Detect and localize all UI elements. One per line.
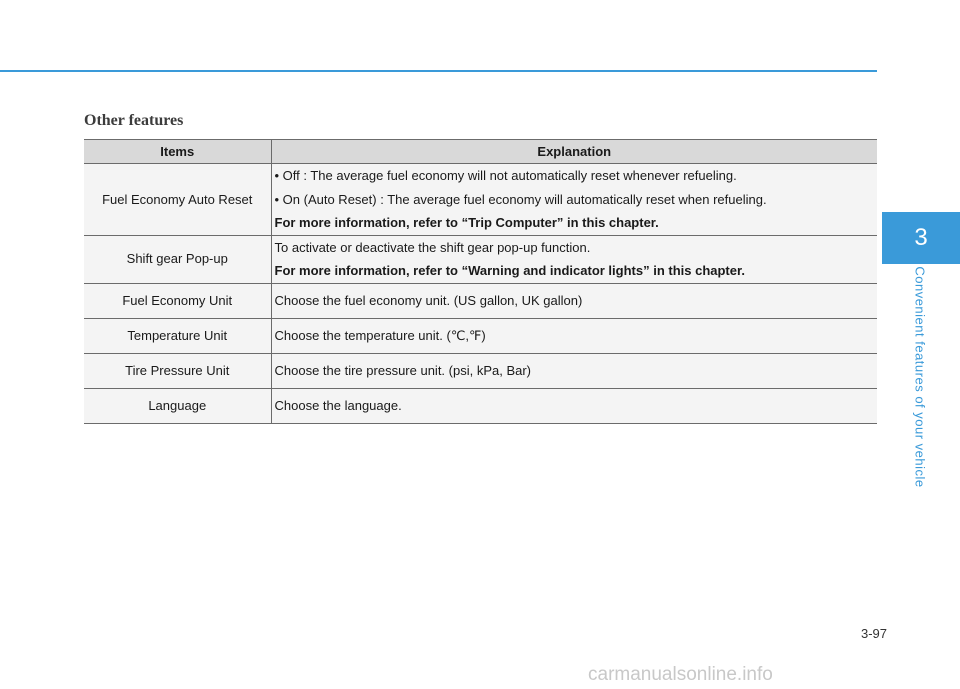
- header-explanation: Explanation: [271, 140, 877, 164]
- page-number: 3-97: [860, 626, 887, 641]
- explanation-cell: [271, 388, 877, 423]
- explanation-cell: [271, 235, 877, 283]
- item-cell: Language: [84, 388, 271, 423]
- top-rule: [0, 70, 877, 72]
- chapter-caption: Convenient features of your vehicle: [912, 266, 928, 488]
- section-title: Other features: [84, 112, 184, 129]
- explanation-cell: [271, 164, 877, 236]
- table-row: [84, 235, 877, 283]
- features-table: [84, 139, 877, 424]
- explanation-line: Choose the language.: [274, 397, 402, 413]
- explanation-line: Choose the tire pressure unit. (psi, kPa, Bar): [274, 362, 532, 378]
- table-row: [84, 283, 877, 318]
- reference-note: For more information, refer to “Warning and indicator lights” in this chapter.: [274, 263, 745, 279]
- explanation-cell: [271, 318, 877, 353]
- explanation-line: Choose the fuel economy unit. (US gallon, UK gallon): [274, 292, 583, 308]
- header-items: Items: [84, 140, 271, 164]
- explanation-line: • On (Auto Reset) : The average fuel economy will automatically reset when refueling.: [274, 191, 767, 207]
- table-row: [84, 318, 877, 353]
- item-cell: Shift gear Pop-up: [84, 235, 271, 283]
- item-cell: Tire Pressure Unit: [84, 353, 271, 388]
- explanation-line: To activate or deactivate the shift gear pop-up function.: [274, 239, 591, 255]
- table-header-row: [84, 140, 877, 164]
- table-row: [84, 164, 877, 236]
- explanation-line: • Off : The average fuel economy will not automatically reset whenever refueling.: [274, 168, 737, 183]
- explanation-line: Choose the temperature unit. (℃,℉): [274, 327, 486, 343]
- chapter-tab: 3: [882, 212, 960, 264]
- explanation-cell: [271, 283, 877, 318]
- watermark: carmanualsonline.info: [588, 664, 773, 685]
- table-row: [84, 388, 877, 423]
- reference-note: For more information, refer to “Trip Computer” in this chapter.: [274, 215, 659, 231]
- explanation-cell: [271, 353, 877, 388]
- item-cell: Fuel Economy Auto Reset: [84, 164, 271, 236]
- table-row: [84, 353, 877, 388]
- item-cell: Temperature Unit: [84, 318, 271, 353]
- item-cell: Fuel Economy Unit: [84, 283, 271, 318]
